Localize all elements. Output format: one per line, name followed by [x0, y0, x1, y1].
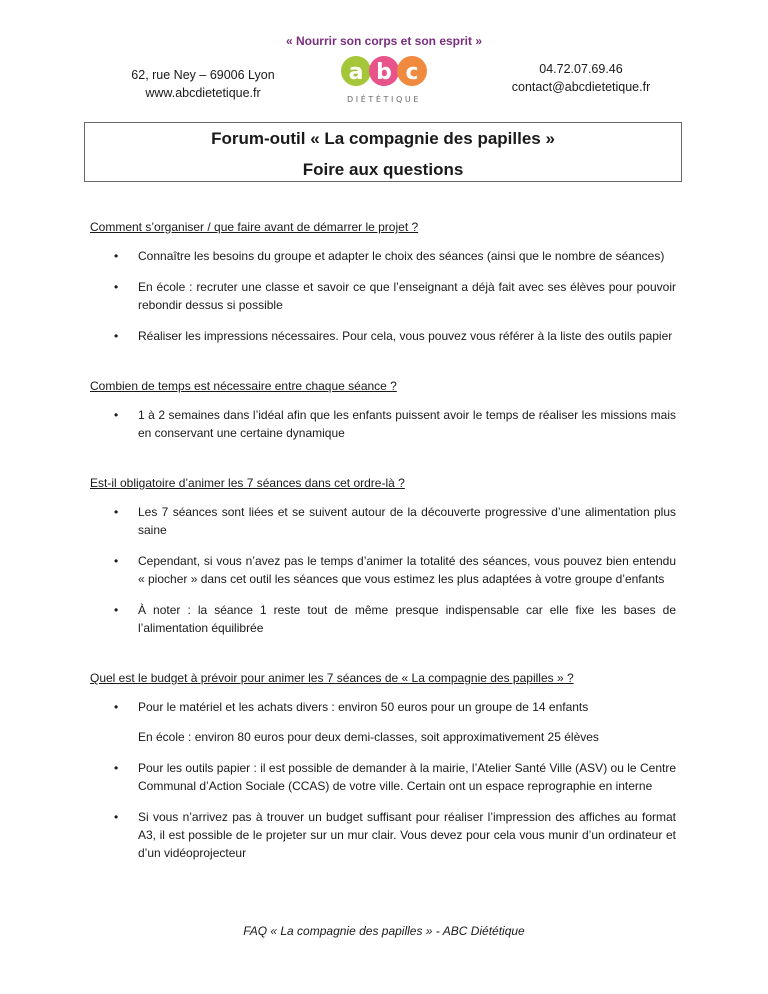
phone-number: 04.72.07.69.46	[539, 62, 623, 76]
faq-answer-item: • Pour les outils papier : il est possible de demander à la mairie, l’Atelier Santé Ville (ASV) ou le Centre Communal d’Action Sociale (CCAS) de votre ville. Certain ont un espace reprographie en interne	[90, 759, 676, 795]
faq-answer-list	[90, 503, 676, 637]
faq-answer-subparagraph: En école : environ 80 euros pour deux demi-classes, soit approximativement 25 élèves	[138, 730, 599, 744]
faq-answer-item: • Les 7 séances sont liées et se suivent autour de la découverte progressive d’une alimentation plus saine	[90, 503, 676, 539]
address-block	[118, 66, 288, 102]
faq-answer-list	[90, 406, 676, 442]
website-link[interactable]: www.abcdietetique.fr	[145, 86, 261, 100]
faq-answer-item: • Pour le matériel et les achats divers : environ 50 euros pour un groupe de 14 enfants	[90, 698, 676, 716]
faq-answer-item: • 1 à 2 semaines dans l’idéal afin que les enfants puissent avoir le temps de réaliser les missions mais en conservant une certaine dynamique	[90, 406, 676, 442]
title-box	[84, 122, 682, 182]
email-link[interactable]: contact@abcdietetique.fr	[511, 80, 651, 94]
faq-answer-item: • Cependant, si vous n’avez pas le temps d’animer la totalité des séances, vous pouvez bien entendu « piocher » dans cet outil les séances que vous estimez les plus adaptées à votre groupe d’enfants	[90, 552, 676, 588]
faq-content	[90, 218, 676, 862]
document-title: Forum-outil « La compagnie des papilles »	[211, 129, 555, 148]
faq-question: Combien de temps est nécessaire entre chaque séance ?	[90, 379, 397, 393]
tagline: « Nourrir son corps et son esprit »	[285, 34, 483, 48]
logo-subtitle: DIÉTÉTIQUE	[347, 95, 421, 104]
logo-graphic	[332, 52, 436, 106]
faq-question: Est-il obligatoire d’animer les 7 séances dans cet ordre-là ?	[90, 476, 405, 490]
street-address: 62, rue Ney – 69006 Lyon	[131, 68, 275, 82]
faq-answer-item: • Connaître les besoins du groupe et adapter le choix des séances (ainsi que le nombre de séances)	[90, 247, 676, 265]
faq-question: Quel est le budget à prévoir pour animer les 7 séances de « La compagnie des papilles » ?	[90, 671, 574, 685]
faq-answer-list	[90, 698, 676, 716]
logo-letter-b: b	[376, 60, 392, 85]
contact-block	[506, 60, 656, 96]
faq-answer-list	[90, 759, 676, 862]
faq-answer-item: • En école : recruter une classe et savoir ce que l’enseignant a déjà fait avec ses élèves pour pouvoir rebondir dessus si possible	[90, 278, 676, 314]
faq-answer-item: • À noter : la séance 1 reste tout de même presque indispensable car elle fixe les bases de l’alimentation équilibrée	[90, 601, 676, 637]
logo-letter-c: c	[405, 60, 419, 85]
faq-answer-item: • Réaliser les impressions nécessaires. Pour cela, vous pouvez vous référer à la liste des outils papier	[90, 327, 676, 345]
faq-answer-item: • Si vous n’arrivez pas à trouver un budget suffisant pour réaliser l’impression des affiches au format A3, il est possible de le projeter sur un mur clair. Vous devez pour cela vous munir d’un ordinateur et d’un vidéoprojecteur	[90, 808, 676, 862]
faq-answer-list	[90, 247, 676, 345]
document-subtitle: Foire aux questions	[302, 160, 464, 179]
page-footer: FAQ « La compagnie des papilles » - ABC Diététique	[243, 924, 525, 938]
faq-question: Comment s’organiser / que faire avant de démarrer le projet ?	[90, 220, 419, 234]
abc-dietetique-logo	[332, 52, 436, 106]
logo-letter-a: a	[348, 60, 364, 85]
